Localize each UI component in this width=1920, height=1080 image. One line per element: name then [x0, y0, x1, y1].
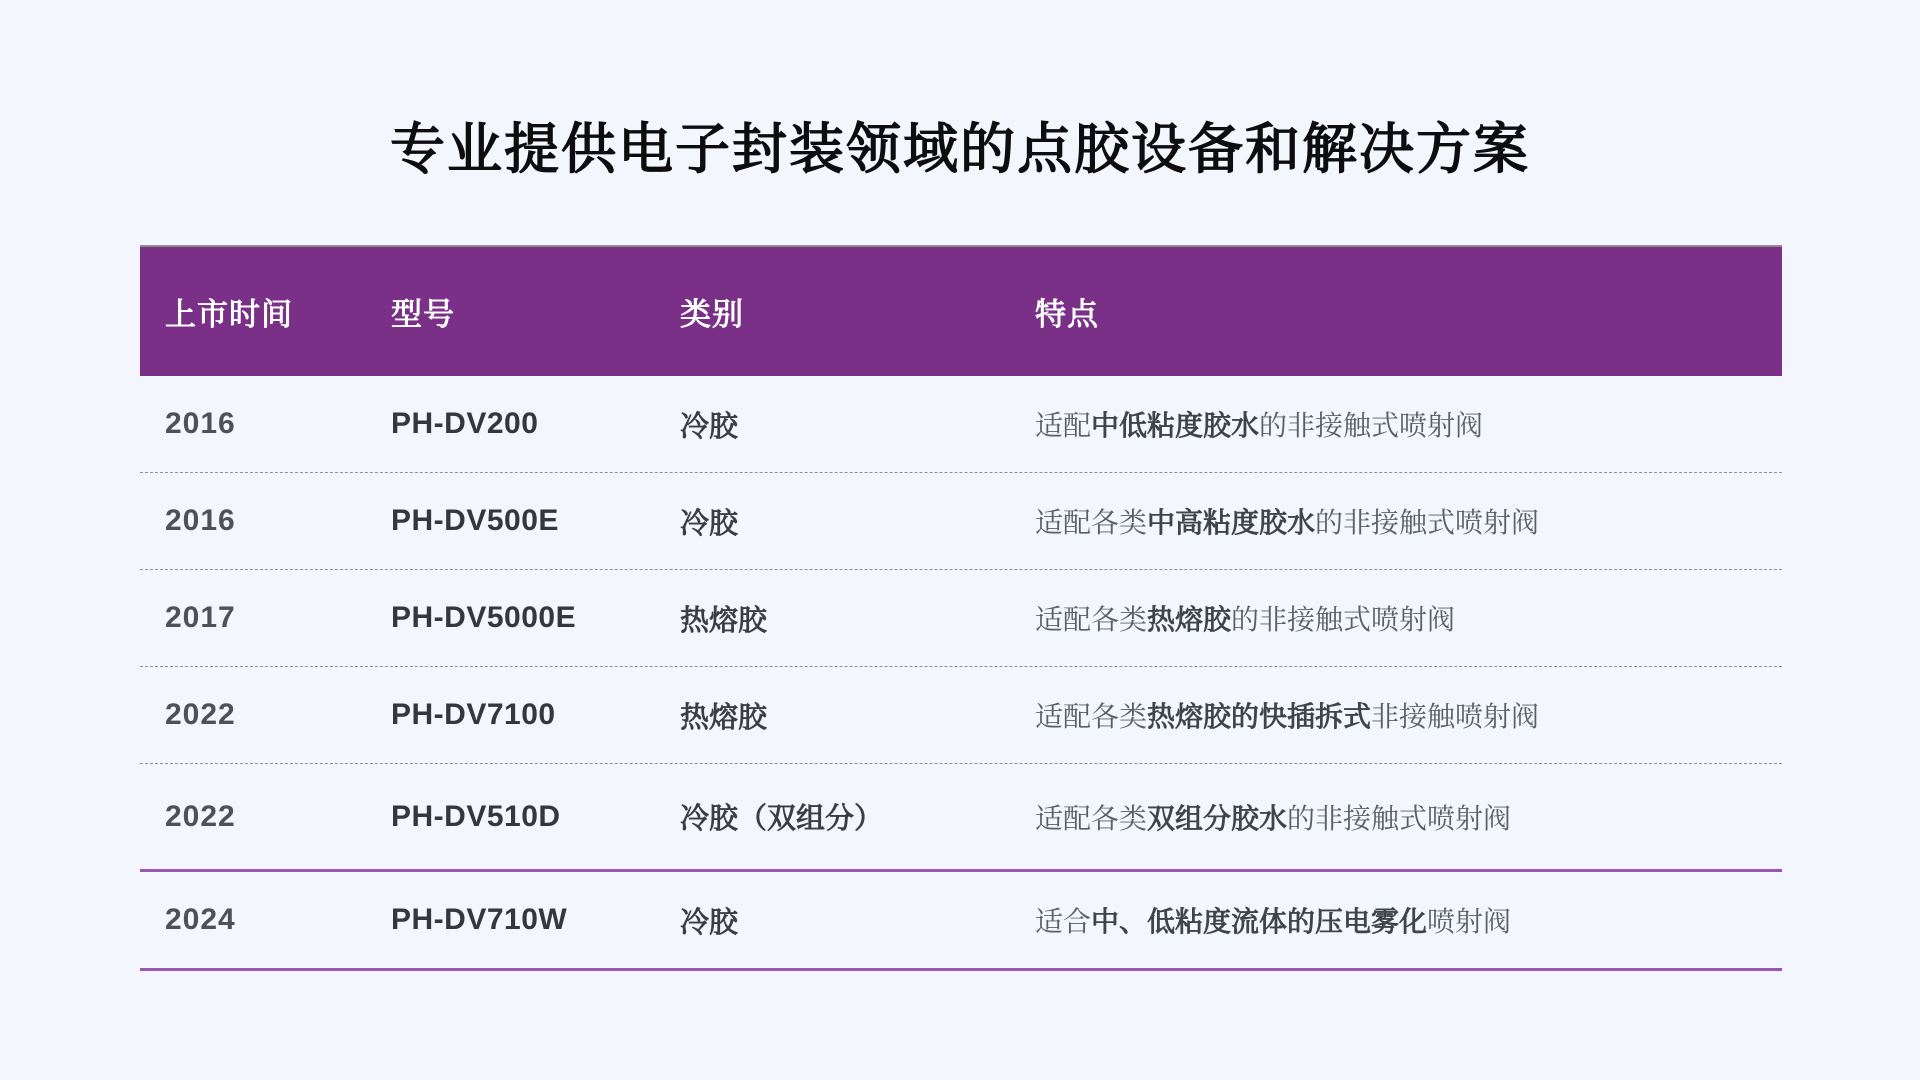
feature-highlight-text: 热熔胶的快插拆式 — [1147, 701, 1372, 732]
row-launch-time: 2017 — [165, 601, 236, 634]
row-category: 冷胶 — [680, 410, 739, 443]
table-body — [140, 376, 1782, 971]
feature-text: 适配各类 — [1035, 701, 1148, 732]
row-model: PH-DV500E — [391, 504, 559, 537]
row-category: 热熔胶 — [680, 604, 768, 637]
row-model: PH-DV710W — [391, 903, 568, 936]
table-row — [140, 473, 1782, 570]
row-features — [1010, 797, 1782, 837]
row-features — [1010, 598, 1782, 638]
column-header-category: 类别 — [680, 297, 744, 332]
row-launch-time: 2016 — [165, 407, 236, 440]
row-features — [1010, 900, 1782, 940]
column-header-launch-time: 上市时间 — [165, 297, 293, 332]
row-category: 冷胶（双组分） — [680, 803, 884, 835]
row-launch-time: 2022 — [165, 698, 236, 731]
table-row — [140, 376, 1782, 473]
feature-text: 的非接触式喷射阀 — [1287, 802, 1512, 834]
feature-highlight-text: 中低粘度胶水 — [1091, 410, 1260, 441]
row-model: PH-DV7100 — [391, 698, 556, 731]
feature-text: 适配各类 — [1035, 507, 1148, 538]
feature-text: 适合 — [1035, 906, 1092, 937]
row-model: PH-DV5000E — [391, 601, 577, 634]
row-launch-time: 2022 — [165, 799, 236, 833]
feature-text: 的非接触式喷射阀 — [1315, 507, 1540, 538]
table-row — [140, 570, 1782, 667]
feature-text: 非接触喷射阀 — [1371, 701, 1540, 732]
feature-highlight-text: 中高粘度胶水 — [1147, 507, 1316, 538]
row-launch-time: 2016 — [165, 504, 236, 537]
row-category: 冷胶 — [680, 906, 739, 939]
row-model: PH-DV200 — [391, 407, 539, 440]
row-launch-time: 2024 — [165, 903, 236, 936]
feature-text: 适配各类 — [1035, 802, 1148, 834]
feature-text: 的非接触式喷射阀 — [1231, 604, 1456, 635]
feature-highlight-text: 热熔胶 — [1147, 604, 1232, 635]
row-features — [1010, 695, 1782, 735]
feature-text: 喷射阀 — [1427, 906, 1512, 937]
feature-highlight-text: 中、低粘度流体的压电雾化 — [1091, 906, 1428, 937]
table-row — [140, 764, 1782, 872]
row-features — [1010, 501, 1782, 541]
page-title: 专业提供电子封装领域的点胶设备和解决方案 — [389, 118, 1530, 180]
table-row — [140, 872, 1782, 971]
feature-text: 的非接触式喷射阀 — [1259, 410, 1484, 441]
feature-text: 适配各类 — [1035, 604, 1148, 635]
column-header-model: 型号 — [391, 297, 455, 332]
row-model: PH-DV510D — [391, 799, 561, 833]
row-category: 热熔胶 — [680, 701, 768, 734]
feature-highlight-text: 双组分胶水 — [1147, 802, 1288, 834]
column-header-features: 特点 — [1035, 297, 1099, 332]
feature-text: 适配 — [1035, 410, 1092, 441]
row-features — [1010, 404, 1782, 444]
table-header-row — [140, 245, 1782, 376]
product-table — [140, 245, 1782, 971]
row-category: 冷胶 — [680, 507, 739, 540]
table-row — [140, 667, 1782, 764]
